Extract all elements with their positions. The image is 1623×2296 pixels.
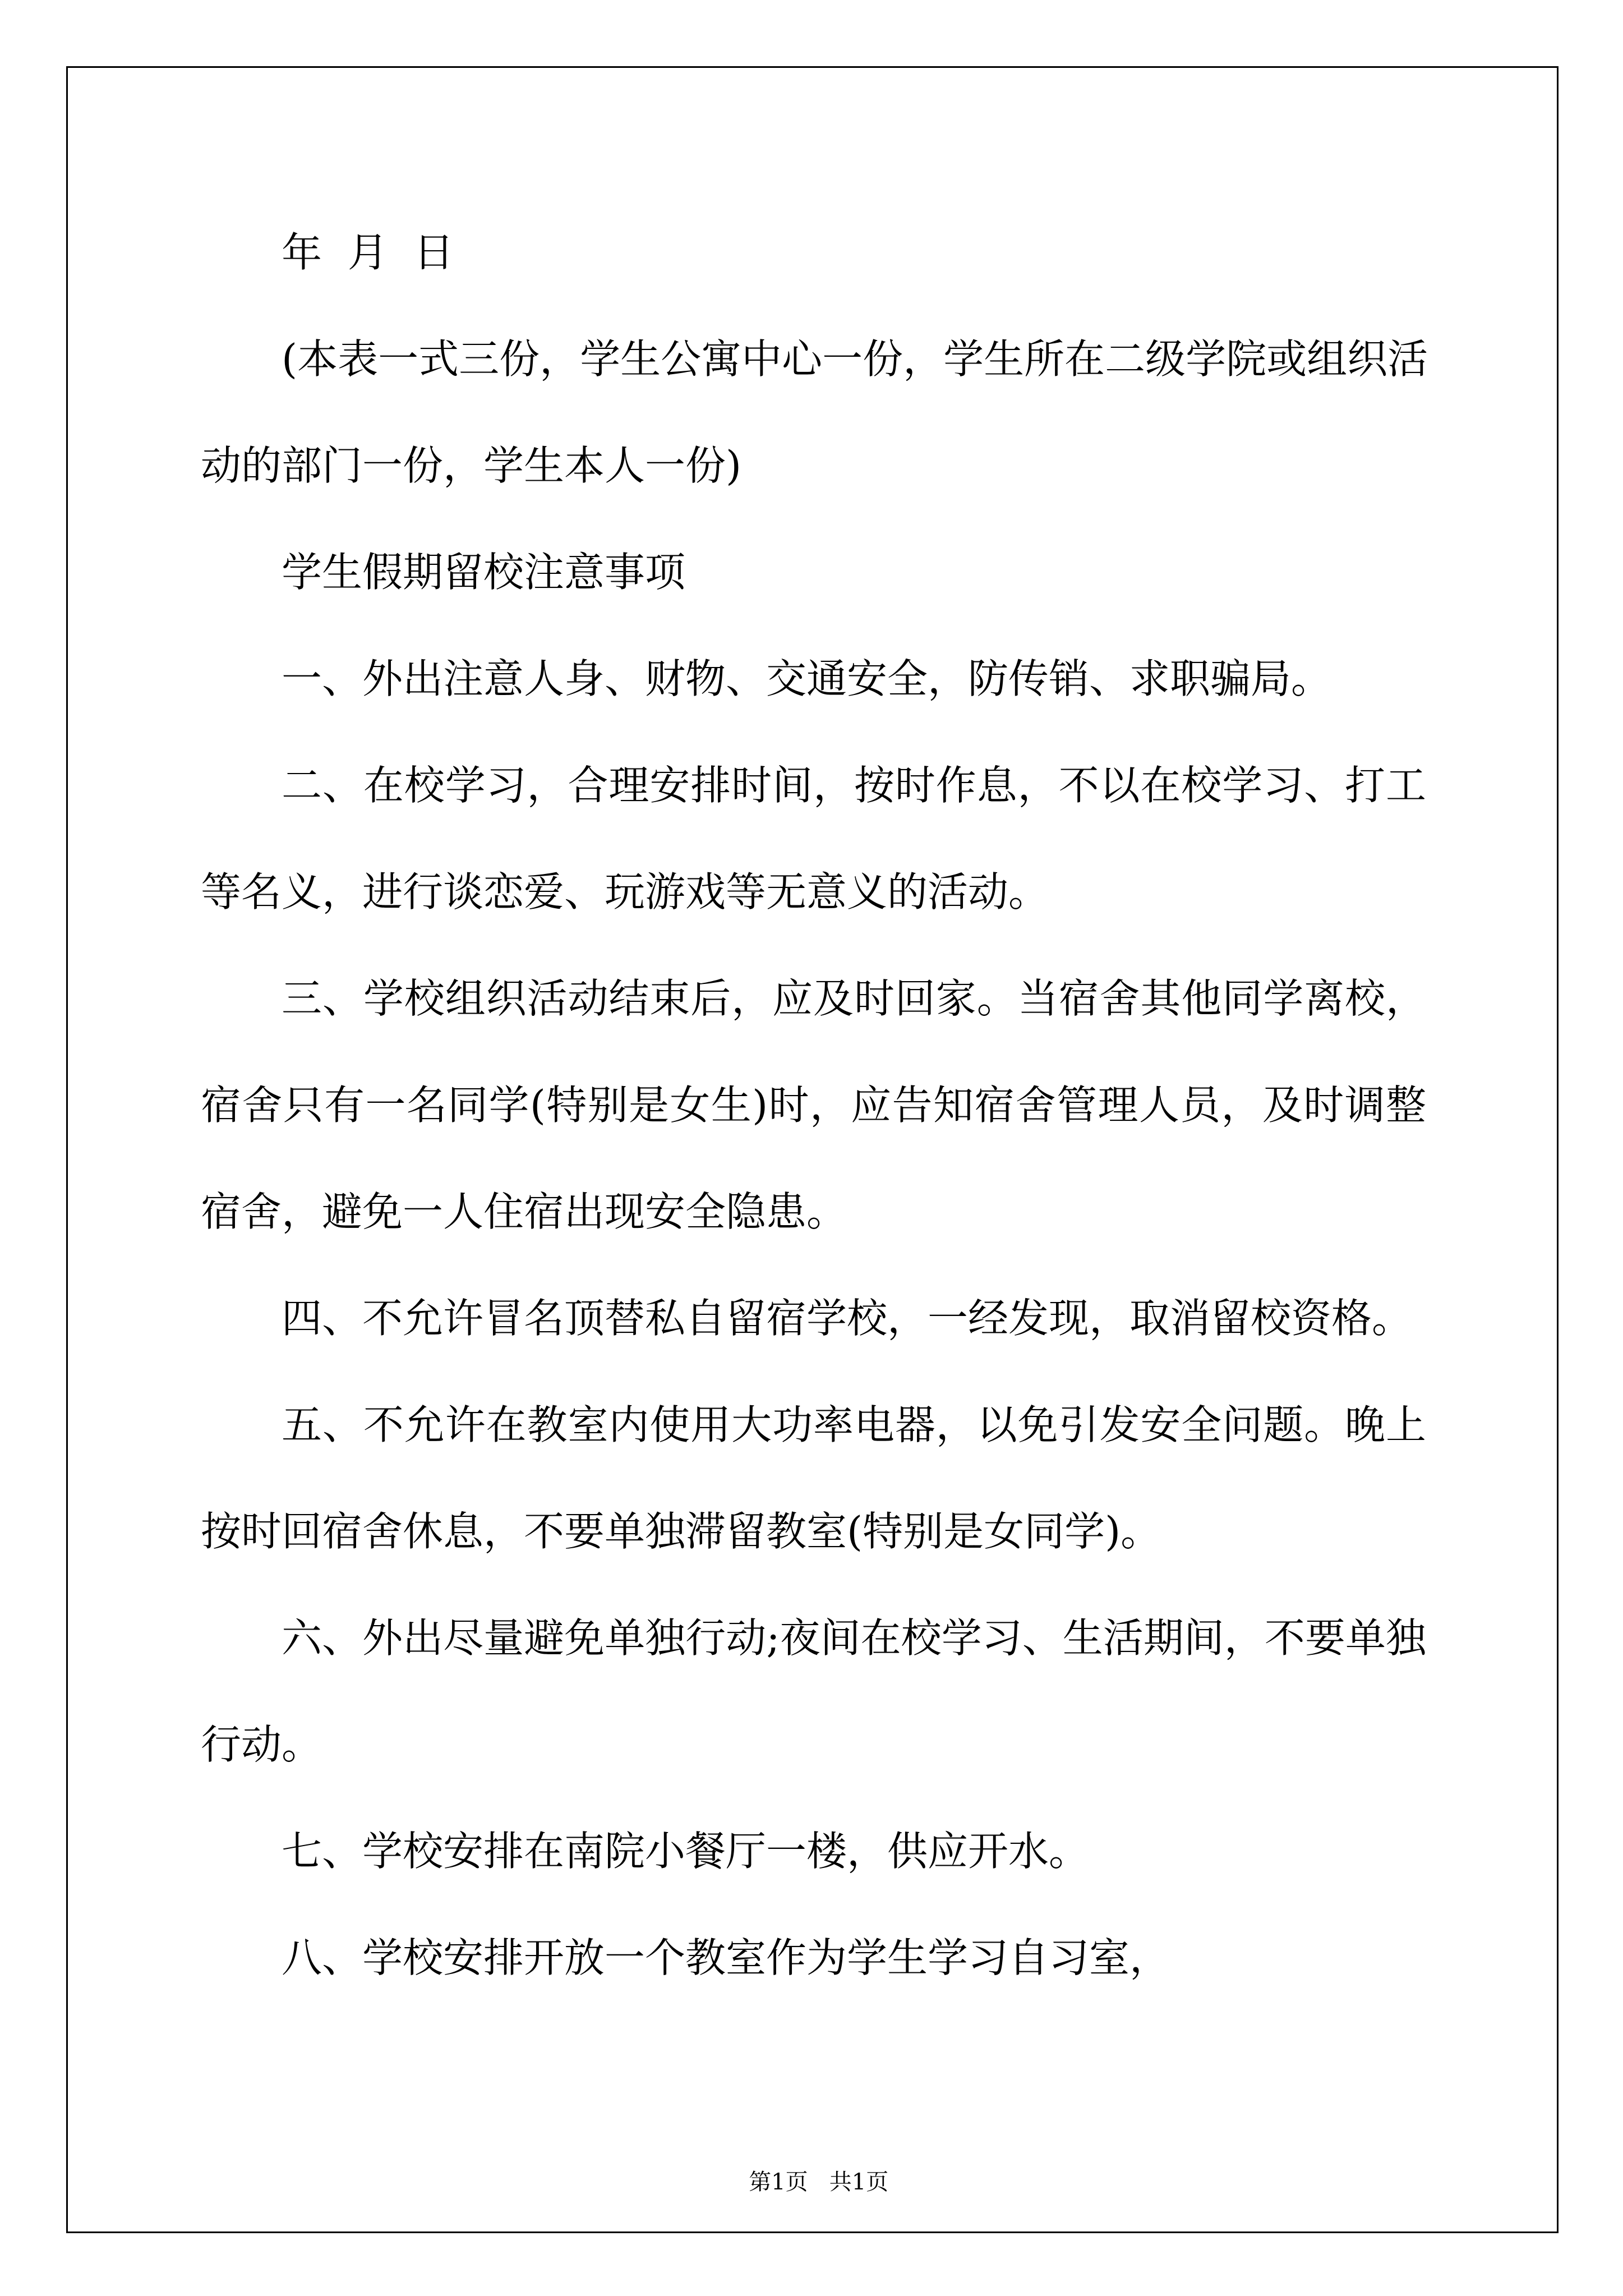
date-line: 年 月 日 (282, 229, 454, 276)
text-line: 五、不允许在教室内使用大功率电器，以免引发安全问题。晚上 (282, 1401, 1426, 1448)
text-line: 一、外出注意人身、财物、交通安全，防传销、求职骗局。 (282, 655, 1332, 702)
text-line: 三、学校组织活动结束后，应及时回家。当宿舍其他同学离校， (282, 975, 1426, 1022)
section-heading: 学生假期留校注意事项 (282, 549, 686, 596)
text-line: 宿舍只有一名同学(特别是女生)时，应告知宿舍管理人员，及时调整 (201, 1082, 1426, 1129)
text-line: 等名义，进行谈恋爱、玩游戏等无意义的活动。 (201, 868, 1049, 915)
text-line: 七、学校安排在南院小餐厅一楼，供应开水。 (282, 1828, 1090, 1875)
rule-item-4 (201, 1265, 1426, 1372)
text-line: 二、在校学习，合理安排时间，按时作息，不以在校学习、打工 (282, 762, 1426, 809)
rule-item-6 (201, 1585, 1426, 1798)
text-line: 六、外出尽量避免单独行动;夜间在校学习、生活期间，不要单独 (282, 1614, 1426, 1662)
rule-item-8 (201, 1904, 1426, 2011)
rule-item-1 (201, 625, 1426, 732)
text-line: 动的部门一份，学生本人一份) (201, 442, 742, 489)
text-line: 四、不允许冒名顶替私自留宿学校，一经发现，取消留校资格。 (282, 1295, 1413, 1342)
text-line: (本表一式三份，学生公寓中心一份，学生所在二级学院或组织活 (282, 335, 1428, 383)
text-line: 八、学校安排开放一个教室作为学生学习自习室， (282, 1934, 1170, 1981)
page-footer (0, 2132, 1623, 2195)
text-line: 行动。 (201, 1721, 322, 1768)
text-line: 按时回宿舍休息，不要单独滞留教室(特别是女同学)。 (201, 1508, 1161, 1555)
rule-item-2 (201, 732, 1426, 945)
text-line: 宿舍，避免一人住宿出现安全隐患。 (201, 1188, 847, 1235)
rule-item-7 (201, 1798, 1426, 1904)
form-copies-note (201, 306, 1426, 519)
rule-item-5 (201, 1372, 1426, 1585)
page-number: 第1页 共1页 (749, 2169, 889, 2195)
document-body (201, 199, 1426, 2011)
rule-item-3 (201, 945, 1426, 1265)
